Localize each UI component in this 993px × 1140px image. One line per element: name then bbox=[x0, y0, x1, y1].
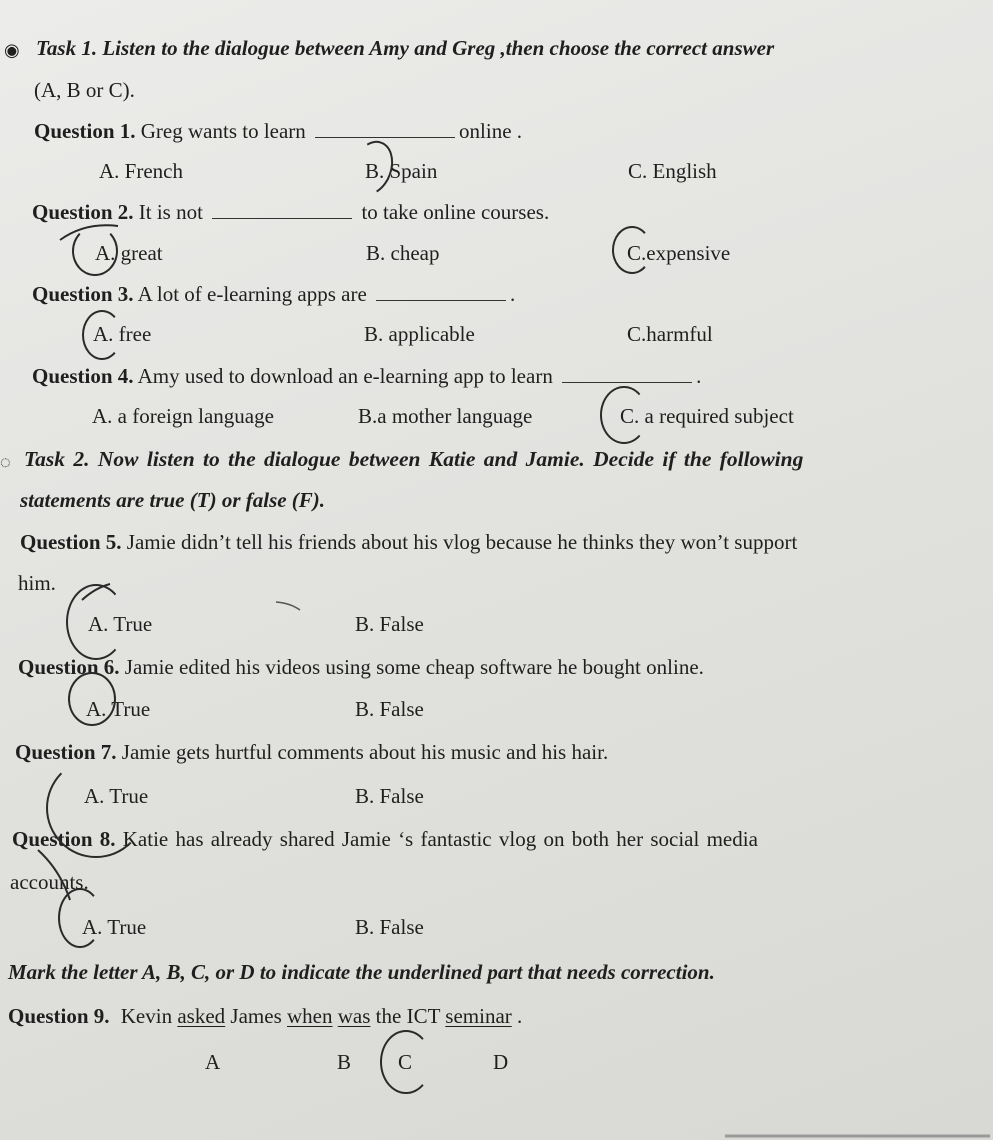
question-stem: Katie has already shared Jamie ‘s fantastic vlog on both her social media bbox=[122, 827, 758, 851]
q1-option-a[interactable]: A. French bbox=[99, 159, 183, 183]
underlined-part-d: seminar bbox=[445, 1004, 512, 1028]
q1-option-b[interactable]: B. Spain bbox=[365, 159, 438, 183]
question-label: Question 6. bbox=[18, 655, 120, 679]
task2-title-cont: statements are true (T) or false (F). bbox=[20, 488, 326, 512]
q5-option-b[interactable]: B. False bbox=[355, 612, 424, 636]
sentence-part: . bbox=[511, 1004, 523, 1028]
question-stem-end: . bbox=[510, 282, 516, 306]
q7-option-a[interactable]: A. True bbox=[84, 784, 149, 808]
q3-option-a[interactable]: A. free bbox=[93, 322, 152, 346]
underlined-part-c: was bbox=[337, 1004, 371, 1028]
underlined-part-a: asked bbox=[177, 1004, 226, 1028]
q5-option-a[interactable]: A. True bbox=[88, 612, 153, 636]
question-label: Question 3. bbox=[32, 282, 134, 306]
handwritten-mark-icon: ◌ bbox=[0, 452, 11, 472]
q8-option-a[interactable]: A. True bbox=[82, 915, 147, 939]
task3-title: Mark the letter A, B, C, or D to indicate the underlined part that needs correction. bbox=[8, 960, 715, 984]
question-label: Question 1. bbox=[34, 119, 136, 143]
sentence-part: James bbox=[225, 1004, 287, 1028]
question-label: Question 7. bbox=[15, 740, 117, 764]
question-5-cont: him. bbox=[18, 571, 56, 595]
question-label: Question 4. bbox=[32, 364, 134, 388]
q9-letter-a[interactable]: A bbox=[205, 1050, 221, 1074]
q4-option-b[interactable]: B.a mother language bbox=[358, 404, 533, 428]
sentence-part: Kevin bbox=[120, 1004, 178, 1028]
underlined-part-b: when bbox=[287, 1004, 333, 1028]
q8-option-b[interactable]: B. False bbox=[355, 915, 424, 939]
q3-option-c[interactable]: C.harmful bbox=[627, 322, 713, 346]
question-8-cont: accounts. bbox=[10, 870, 89, 894]
question-stem-end: to take online courses. bbox=[361, 200, 550, 224]
q1-option-c[interactable]: C. English bbox=[628, 159, 717, 183]
question-label: Question 5. bbox=[20, 530, 122, 554]
question-stem: It is not bbox=[138, 200, 203, 224]
question-label: Question 9. bbox=[8, 1004, 110, 1028]
q9-letter-d[interactable]: D bbox=[493, 1050, 509, 1074]
question-stem: Jamie gets hurtful comments about his music and his hair. bbox=[121, 740, 609, 764]
q4-option-c[interactable]: C. a required subject bbox=[620, 404, 794, 428]
question-stem: Greg wants to learn bbox=[140, 119, 306, 143]
question-stem-end: . bbox=[696, 364, 702, 388]
q6-option-b[interactable]: B. False bbox=[355, 697, 424, 721]
task1-title: Task 1. Listen to the dialogue between Amy and Greg ,then choose the correct answer bbox=[36, 36, 775, 60]
question-label: Question 2. bbox=[32, 200, 134, 224]
question-stem-end: online . bbox=[459, 119, 523, 143]
task2-title: Task 2. Now listen to the dialogue between Katie and Jamie. Decide if the following bbox=[24, 447, 804, 471]
q2-option-c[interactable]: C.expensive bbox=[627, 241, 731, 265]
question-stem: A lot of e-learning apps are bbox=[137, 282, 367, 306]
sentence-part: the ICT bbox=[370, 1004, 446, 1028]
question-stem: Jamie didn’t tell his friends about his vlog because he thinks they won’t support bbox=[126, 530, 798, 554]
q2-option-b[interactable]: B. cheap bbox=[366, 241, 440, 265]
q7-option-b[interactable]: B. False bbox=[355, 784, 424, 808]
q9-letter-c[interactable]: C bbox=[398, 1050, 413, 1074]
q4-option-a[interactable]: A. a foreign language bbox=[92, 404, 274, 428]
q2-option-a[interactable]: A. great bbox=[95, 241, 163, 265]
q6-option-a[interactable]: A. True bbox=[86, 697, 151, 721]
question-stem: Jamie edited his videos using some cheap software he bought online. bbox=[124, 655, 704, 679]
task1-title-cont: (A, B or C). bbox=[34, 78, 135, 102]
handwritten-mark-icon: ◉ bbox=[4, 40, 20, 60]
q3-option-b[interactable]: B. applicable bbox=[364, 322, 475, 346]
question-label: Question 8. bbox=[12, 827, 116, 851]
question-stem: Amy used to download an e-learning app to learn bbox=[137, 364, 553, 388]
q9-letter-b[interactable]: B bbox=[337, 1050, 352, 1074]
